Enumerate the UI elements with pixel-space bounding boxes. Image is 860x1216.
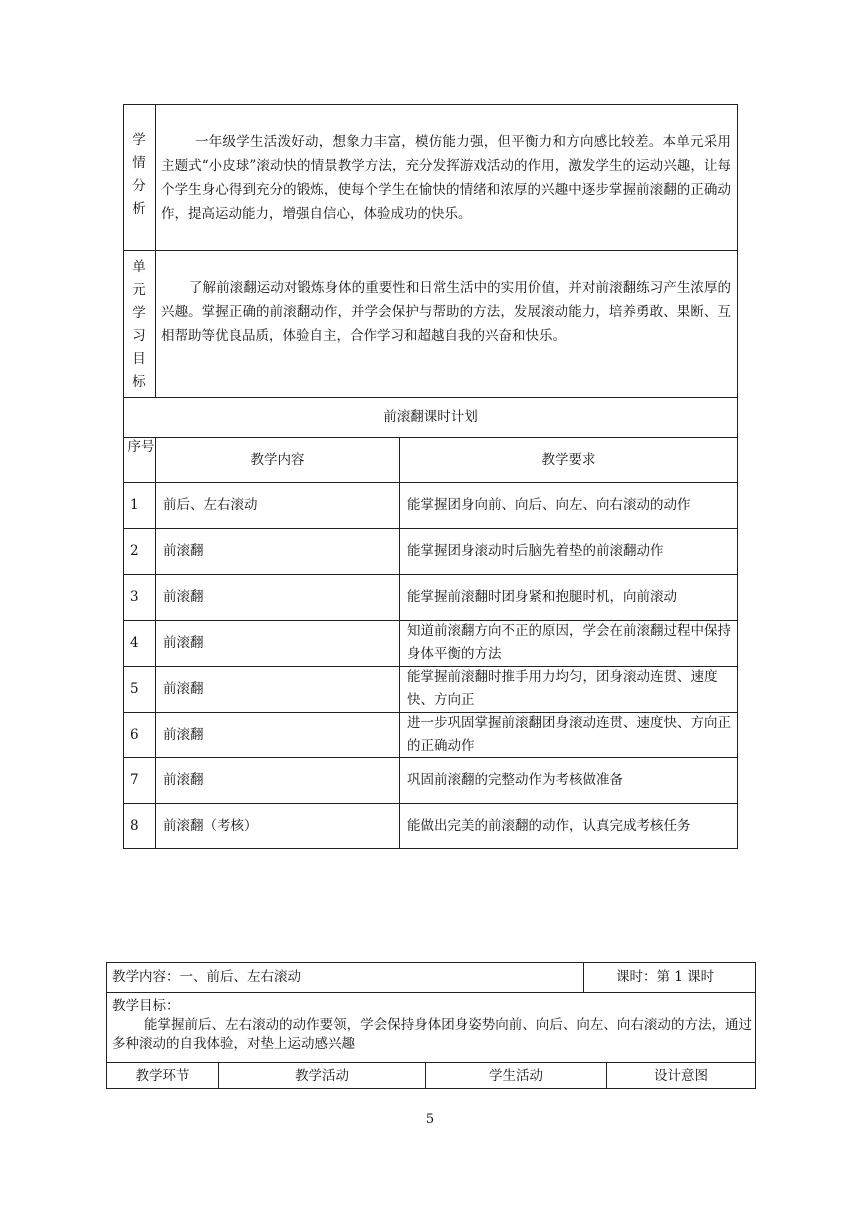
column-header: 设计意图 <box>654 1068 708 1084</box>
lesson-hours: 课时：第 1 课时 <box>616 969 715 985</box>
row-number: 3 <box>130 589 139 605</box>
goals-label-char: 习 <box>132 328 146 344</box>
header-seq: 序号 <box>127 439 155 455</box>
row-number: 7 <box>130 772 139 788</box>
objective-text: 能掌握前后、左右滚动的动作要领，学会保持身体团身姿势向前、向后、向左、向右滚动的方法，通过多种滚动的自我体验，对垫上运动感兴趣 <box>112 1017 752 1052</box>
row-number: 2 <box>130 543 139 559</box>
analysis-label-char: 学 <box>132 132 146 148</box>
row-requirement: 进一步巩固掌握前滚翻团身滚动连贯、速度快、方向正的正确动作 <box>407 715 731 754</box>
objective-label: 教学目标： <box>112 998 180 1014</box>
lesson-content: 教学内容：一、前后、左右滚动 <box>112 969 301 985</box>
column-header: 教学环节 <box>135 1068 190 1084</box>
row-requirement: 能做出完美的前滚翻的动作，认真完成考核任务 <box>407 818 691 834</box>
row-number: 8 <box>130 818 139 834</box>
row-content: 前滚翻 <box>163 727 204 743</box>
row-requirement: 能掌握前滚翻时团身紧和抱腿时机，向前滚动 <box>407 589 677 605</box>
row-number: 4 <box>130 635 139 651</box>
goals-text: 了解前滚翻运动对锻炼身体的重要性和日常生活中的实用价值，并对前滚翻练习产生浓厚的兴趣。掌握正确的前滚翻动作，并学会保护与帮助的方法，发展滚动能力，培养勇敢、果断、互相帮助等优良品质，体验自主，合作学习和超越自我的兴奋和快乐。 <box>161 280 731 344</box>
row-requirement: 能掌握团身向前、向后、向左、向右滚动的动作 <box>407 497 691 513</box>
analysis-label-char: 情 <box>132 155 146 171</box>
row-content: 前滚翻（考核） <box>163 818 258 834</box>
row-content: 前滚翻 <box>163 772 204 788</box>
row-requirement: 巩固前滚翻的完整动作为考核做准备 <box>407 772 623 788</box>
goals-label-char: 元 <box>132 282 146 298</box>
row-number: 6 <box>130 727 139 743</box>
analysis-label-char: 析 <box>132 201 146 217</box>
row-content: 前滚翻 <box>163 635 204 651</box>
row-number: 1 <box>130 497 139 513</box>
row-requirement: 知道前滚翻方向不正的原因，学会在前滚翻过程中保持身体平衡的方法 <box>407 623 731 662</box>
goals-label-char: 单 <box>132 259 146 275</box>
analysis-text: 一年级学生活泼好动，想象力丰富，模仿能力强，但平衡力和方向感比较差。本单元采用主题式“小皮球”滚动快的情景教学方法，充分发挥游戏活动的作用，激发学生的运动兴趣，让每个学生身心得到充分的锻炼，使每个学生在愉快的情绪和浓厚的兴趣中逐步掌握前滚翻的正确动作，提高运动能力，增强自信心，体验成功的快乐。 <box>161 134 731 222</box>
plan-title: 前滚翻课时计划 <box>383 409 478 425</box>
row-content: 前滚翻 <box>163 681 204 697</box>
column-header: 学生活动 <box>489 1068 543 1084</box>
row-content: 前滚翻 <box>163 543 204 559</box>
page-number: 5 <box>425 1112 435 1127</box>
column-header: 教学活动 <box>295 1068 349 1084</box>
header-content: 教学内容 <box>250 452 305 468</box>
goals-label-char: 标 <box>132 374 146 390</box>
goals-label-char: 学 <box>132 305 146 321</box>
goals-label-char: 目 <box>132 351 146 367</box>
analysis-label-char: 分 <box>132 178 146 194</box>
row-content: 前后、左右滚动 <box>163 497 258 513</box>
row-requirement: 能掌握团身滚动时后脑先着垫的前滚翻动作 <box>407 543 664 559</box>
row-number: 5 <box>130 681 139 697</box>
row-content: 前滚翻 <box>163 589 204 605</box>
header-requirement: 教学要求 <box>541 452 596 468</box>
row-requirement: 能掌握前滚翻时推手用力均匀，团身滚动连贯、速度快、方向正 <box>407 669 718 708</box>
